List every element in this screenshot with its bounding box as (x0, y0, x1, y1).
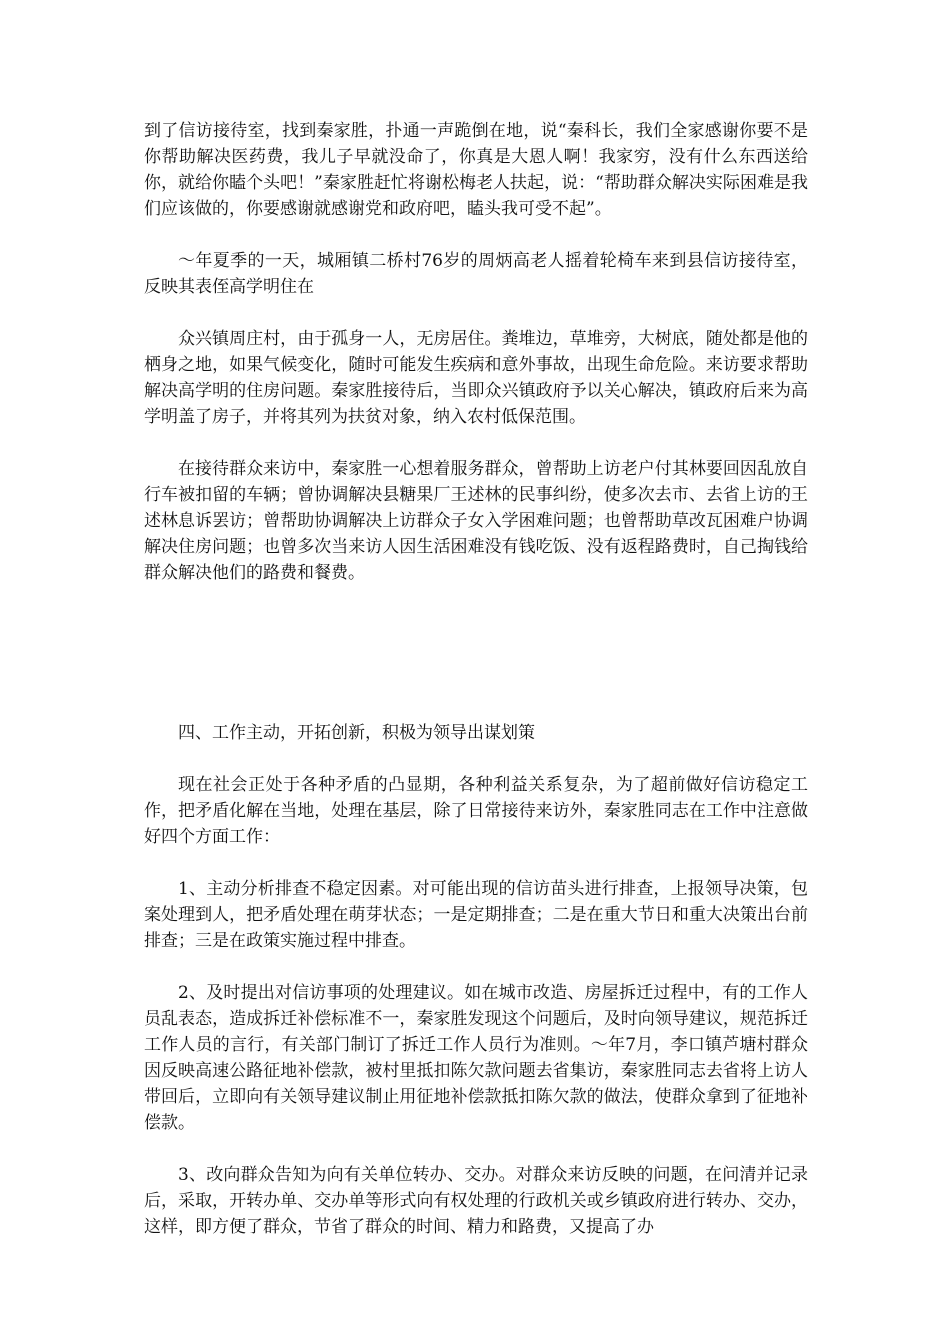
section-gap (144, 612, 808, 720)
paragraph-task-1: 1、主动分析排查不稳定因素。对可能出现的信访苗头进行排查，上报领导决策，包案处理到人，把矛盾处理在萌芽状态；一是定期排查；二是在重大节日和重大决策出台前排查；三是在政策实施过程中排查。 (144, 879, 808, 951)
paragraph-zhou-binggao: ～年夏季的一天，城厢镇二桥村76岁的周炳高老人摇着轮椅车来到县信访接待室，反映其表侄高学明住在 (144, 251, 808, 297)
paragraph-intro-four-tasks: 现在社会正处于各种矛盾的凸显期，各种利益关系复杂，为了超前做好信访稳定工作，把矛盾化解在当地，处理在基层，除了日常接待来访外，秦家胜同志在工作中注意做好四个方面工作： (144, 775, 808, 847)
paragraph-continuation: 到了信访接待室，找到秦家胜，扑通一声跪倒在地，说“秦科长，我们全家感谢你要不是你帮助解决医药费，我儿子早就没命了，你真是大恩人啊！我家穷，没有什么东西送给你，就给你瞌个头吧！”秦家胜赶忙将谢松梅老人扶起，说：“帮助群众解决实际困难是我们应该做的，你要感谢就感谢党和政府吧，瞌头我可受不起”。 (144, 121, 808, 219)
paragraph-task-3: 3、改向群众告知为向有关单位转办、交办。对群众来访反映的问题，在问清并记录后，采取，开转办单、交办单等形式向有权处理的行政机关或乡镇政府进行转办、交办，这样，即方便了群众，节省了群众的时间、精力和路费，又提高了办 (144, 1165, 808, 1237)
paragraph-serving-visitors: 在接待群众来访中，秦家胜一心想着服务群众，曾帮助上访老户付其林要回因乱放自行车被扣留的车辆；曾协调解决县糖果厂王述林的民事纠纷，使多次去市、去省上访的王述林息诉罢访；曾帮助协调解决上访群众子女入学困难问题；也曾帮助草改瓦困难户协调解决住房问题；也曾多次当来访人因生活困难没有钱吃饭、没有返程路费时，自己掏钱给群众解决他们的路费和餐费。 (144, 459, 808, 583)
document-body (144, 118, 808, 1266)
section-heading: 四、工作主动，开拓创新，积极为领导出谋划策 (178, 723, 535, 743)
paragraph-task-2: 2、及时提出对信访事项的处理建议。如在城市改造、房屋拆迁过程中，有的工作人员乱表态，造成拆迁补偿标准不一，秦家胜发现这个问题后，及时向领导建议，规范拆迁工作人员的言行，有关部门制订了拆迁工作人员行为准则。～年7月，李口镇芦塘村群众因反映高速公路征地补偿款，被村里抵扣陈欠款问题去省集访，秦家胜同志去省将上访人带回后，立即向有关领导建议制止用征地补偿款抵扣陈欠款的做法，使群众拿到了征地补偿款。 (144, 983, 808, 1133)
paragraph-gao-xueming-housing: 众兴镇周庄村，由于孤身一人，无房居住。粪堆边，草堆旁，大树底，随处都是他的栖身之地，如果气候变化，随时可能发生疾病和意外事故，出现生命危险。来访要求帮助解决高学明的住房问题。秦家胜接待后，当即众兴镇政府予以关心解决，镇政府后来为高学明盖了房子，并将其列为扶贫对象，纳入农村低保范围。 (144, 329, 808, 427)
